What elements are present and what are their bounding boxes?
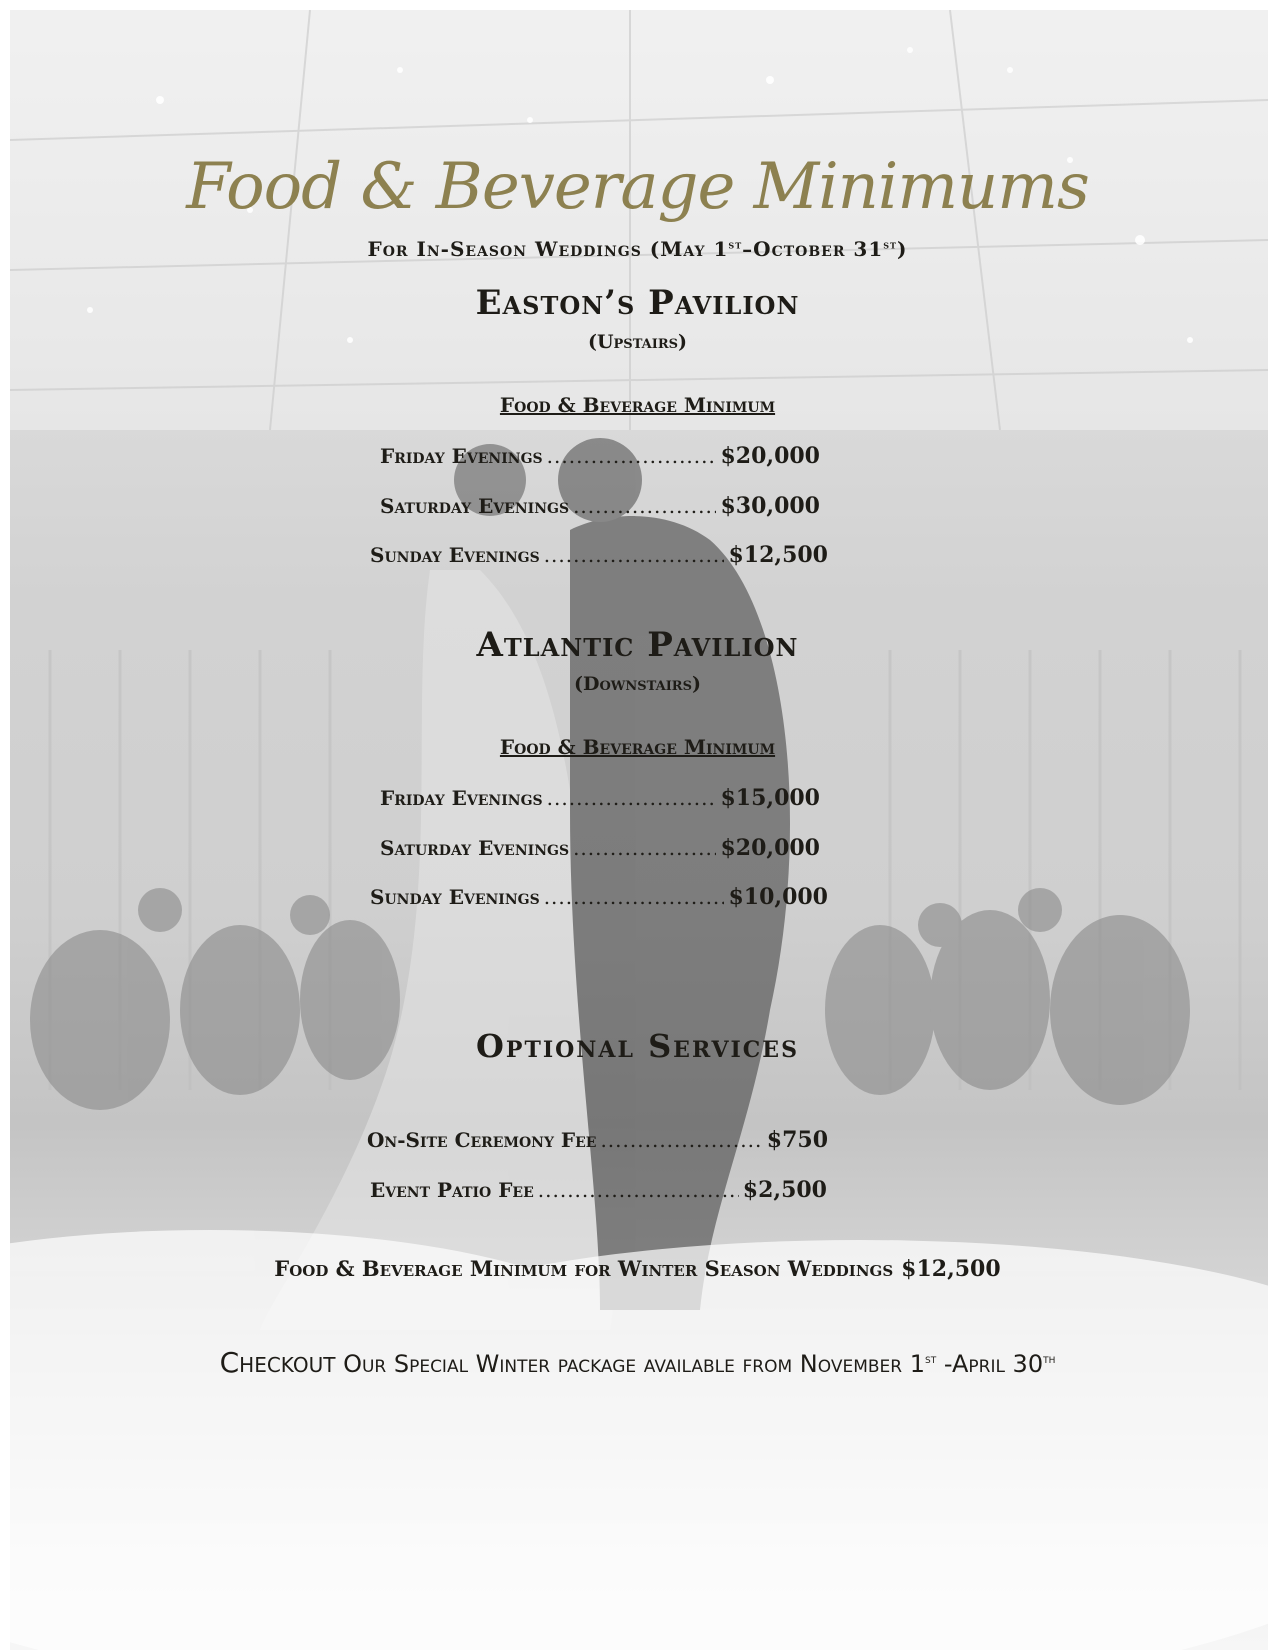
checkout-text-mid: -April 30	[936, 1350, 1044, 1378]
dot-leader	[547, 444, 717, 468]
price-row-value: $30,000	[720, 493, 820, 519]
price-row	[370, 884, 828, 910]
checkout-word: Checkout	[219, 1346, 336, 1379]
price-row	[380, 443, 820, 469]
price-row	[380, 493, 820, 519]
subtitle-text: For In-Season Weddings (May 1	[367, 237, 729, 261]
dot-leader	[600, 1128, 762, 1152]
venue-location-atlantic: (Downstairs)	[574, 673, 701, 695]
price-row-label: Friday Evenings	[380, 786, 543, 810]
price-row	[370, 542, 828, 568]
venue-title-eastons: Easton’s Pavilion	[475, 283, 800, 323]
price-row	[367, 1127, 828, 1153]
price-row-label: Event Patio Fee	[370, 1178, 534, 1202]
subtitle-ordinal: st	[883, 238, 898, 252]
price-row-label: Saturday Evenings	[380, 494, 570, 518]
subtitle-text-end: )	[897, 237, 908, 261]
price-row-label: Sunday Evenings	[370, 885, 540, 909]
subtitle-text-mid: –October 31	[742, 237, 884, 261]
price-row-label: Saturday Evenings	[380, 836, 570, 860]
dot-leader	[544, 543, 725, 567]
dot-leader	[573, 494, 716, 518]
price-row	[370, 1177, 827, 1203]
venue-location-eastons: (Upstairs)	[587, 331, 688, 353]
price-row-value: $750	[766, 1127, 828, 1153]
venue-title-atlantic: Atlantic Pavilion	[476, 625, 799, 665]
price-row-label: Friday Evenings	[380, 444, 543, 468]
dot-leader	[547, 786, 717, 810]
subtitle-ordinal: st	[728, 238, 743, 252]
dot-leader	[573, 836, 716, 860]
price-row-value: $20,000	[720, 835, 820, 861]
page-subtitle	[0, 237, 1275, 261]
price-row-value: $2,500	[742, 1177, 827, 1203]
price-row-value: $15,000	[720, 785, 820, 811]
checkout-ordinal: th	[1043, 1352, 1056, 1367]
price-row-value: $20,000	[720, 443, 820, 469]
price-row-value: $12,500	[728, 542, 828, 568]
winter-minimum-text: Food & Beverage Minimum for Winter Season Weddings	[274, 1256, 894, 1281]
checkout-text: Our Special Winter package available from November 1	[343, 1350, 925, 1378]
checkout-ordinal: st	[924, 1352, 937, 1367]
page-title: Food & Beverage Minimums	[186, 150, 1089, 224]
section-heading-atlantic: Food & Beverage Minimum	[499, 735, 776, 759]
price-row-label: Sunday Evenings	[370, 543, 540, 567]
price-row	[380, 785, 820, 811]
winter-minimum-line	[0, 1256, 1275, 1282]
price-row	[380, 835, 820, 861]
dot-leader	[544, 885, 725, 909]
price-row-label: On-Site Ceremony Fee	[367, 1128, 597, 1152]
winter-package-note	[0, 1346, 1275, 1379]
optional-services-heading: Optional Services	[476, 1027, 799, 1065]
section-heading-eastons: Food & Beverage Minimum	[499, 393, 776, 417]
winter-minimum-price: $12,500	[901, 1256, 1001, 1282]
price-row-value: $10,000	[728, 884, 828, 910]
dot-leader	[538, 1178, 739, 1202]
